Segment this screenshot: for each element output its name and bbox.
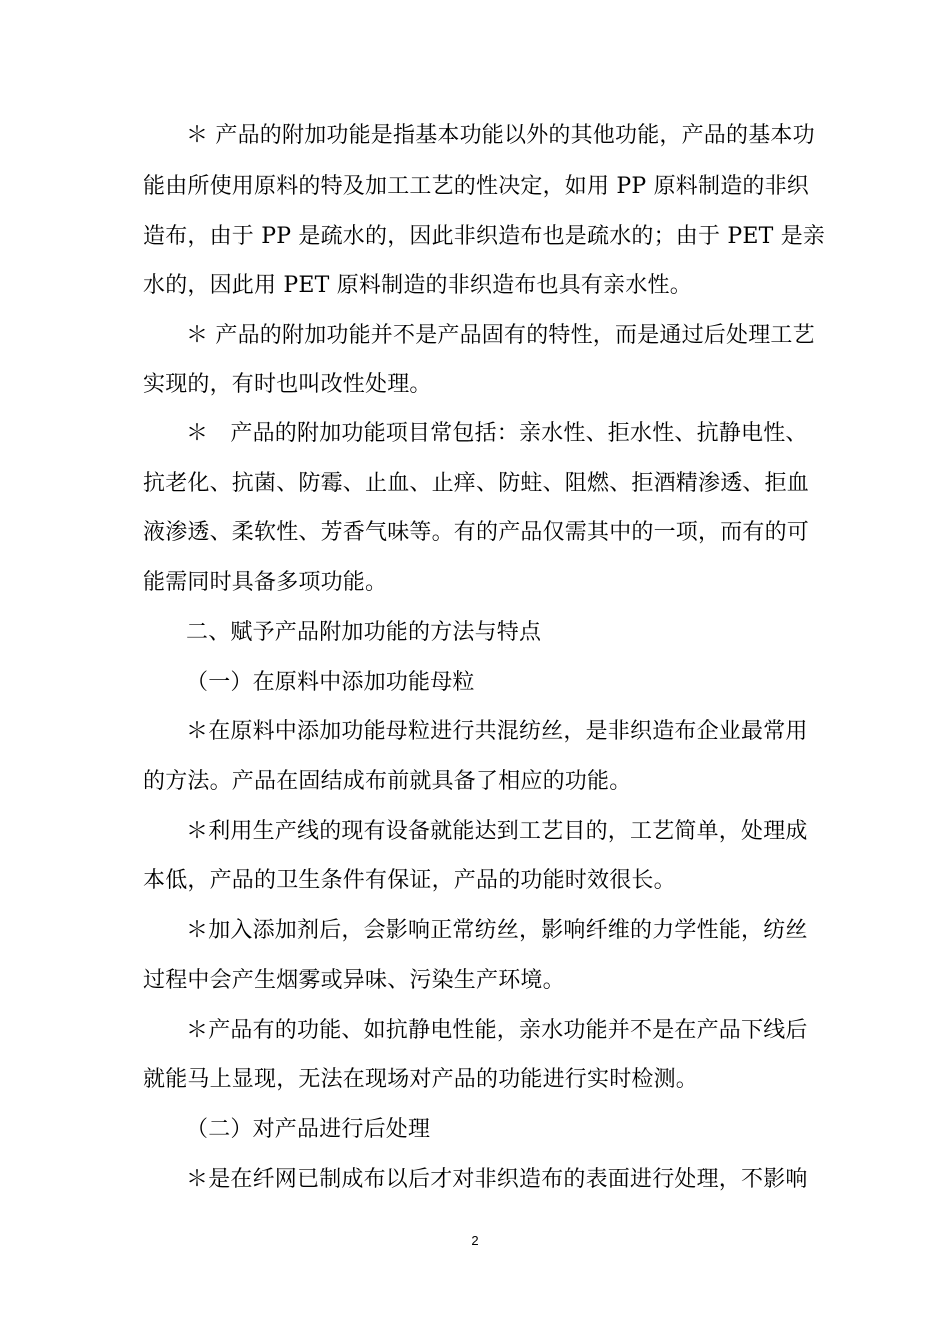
paragraph-7-line-1: ＊产品有的功能、如抗静电性能，亲水功能并不是在产品下线后 — [186, 1018, 808, 1043]
paragraph-1-line-1: ＊ 产品的附加功能是指基本功能以外的其他功能，产品的基本功 — [186, 123, 815, 148]
paragraph-5-line-1: ＊利用生产线的现有设备就能达到工艺目的，工艺简单，处理成 — [186, 819, 808, 844]
subsection-heading-1: （一）在原料中添加功能母粒 — [186, 670, 475, 695]
paragraph-7-line-2: 就能马上显现，无法在现场对产品的功能进行实时检测。 — [143, 1067, 699, 1092]
paragraph-3-line-2: 抗老化、抗菌、防霉、止血、止痒、防蛀、阻燃、拒酒精渗透、拒血 — [143, 471, 810, 496]
paragraph-8-line-1: ＊是在纤网已制成布以后才对非织造布的表面进行处理，不影响 — [186, 1167, 808, 1192]
paragraph-1-line-2: 能由所使用原料的特及加工工艺的性决定，如用 PP 原料制造的非织 — [143, 174, 809, 199]
paragraph-3-line-4: 能需同时具备多项功能。 — [143, 570, 388, 595]
paragraph-5-line-2: 本低，产品的卫生条件有保证，产品的功能时效很长。 — [143, 868, 676, 893]
paragraph-2-line-1: ＊ 产品的附加功能并不是产品固有的特性，而是通过后处理工艺 — [186, 323, 815, 348]
paragraph-6-line-1: ＊加入添加剂后，会影响正常纺丝，影响纤维的力学性能，纺丝 — [186, 918, 808, 943]
paragraph-4-line-1: ＊在原料中添加功能母粒进行共混纺丝，是非织造布企业最常用 — [186, 719, 808, 744]
paragraph-1-line-4: 水的，因此用 PET 原料制造的非织造布也具有亲水性。 — [143, 273, 692, 298]
paragraph-6-line-2: 过程中会产生烟雾或异味、污染生产环境。 — [143, 968, 565, 993]
paragraph-2-line-2: 实现的，有时也叫改性处理。 — [143, 372, 432, 397]
paragraph-4-line-2: 的方法。产品在固结成布前就具备了相应的功能。 — [143, 769, 632, 794]
subsection-heading-2: （二）对产品进行后处理 — [186, 1117, 431, 1142]
section-heading: 二、赋予产品附加功能的方法与特点 — [186, 620, 542, 645]
page-number: 2 — [471, 1233, 479, 1248]
paragraph-3-line-3: 液渗透、柔软性、芳香气味等。有的产品仅需其中的一项，而有的可 — [143, 520, 810, 545]
paragraph-1-line-3: 造布，由于 PP 是疏水的，因此非织造布也是疏水的；由于 PET 是亲 — [143, 224, 826, 249]
paragraph-3-line-1: ＊ 产品的附加功能项目常包括：亲水性、拒水性、抗静电性、 — [186, 421, 808, 446]
